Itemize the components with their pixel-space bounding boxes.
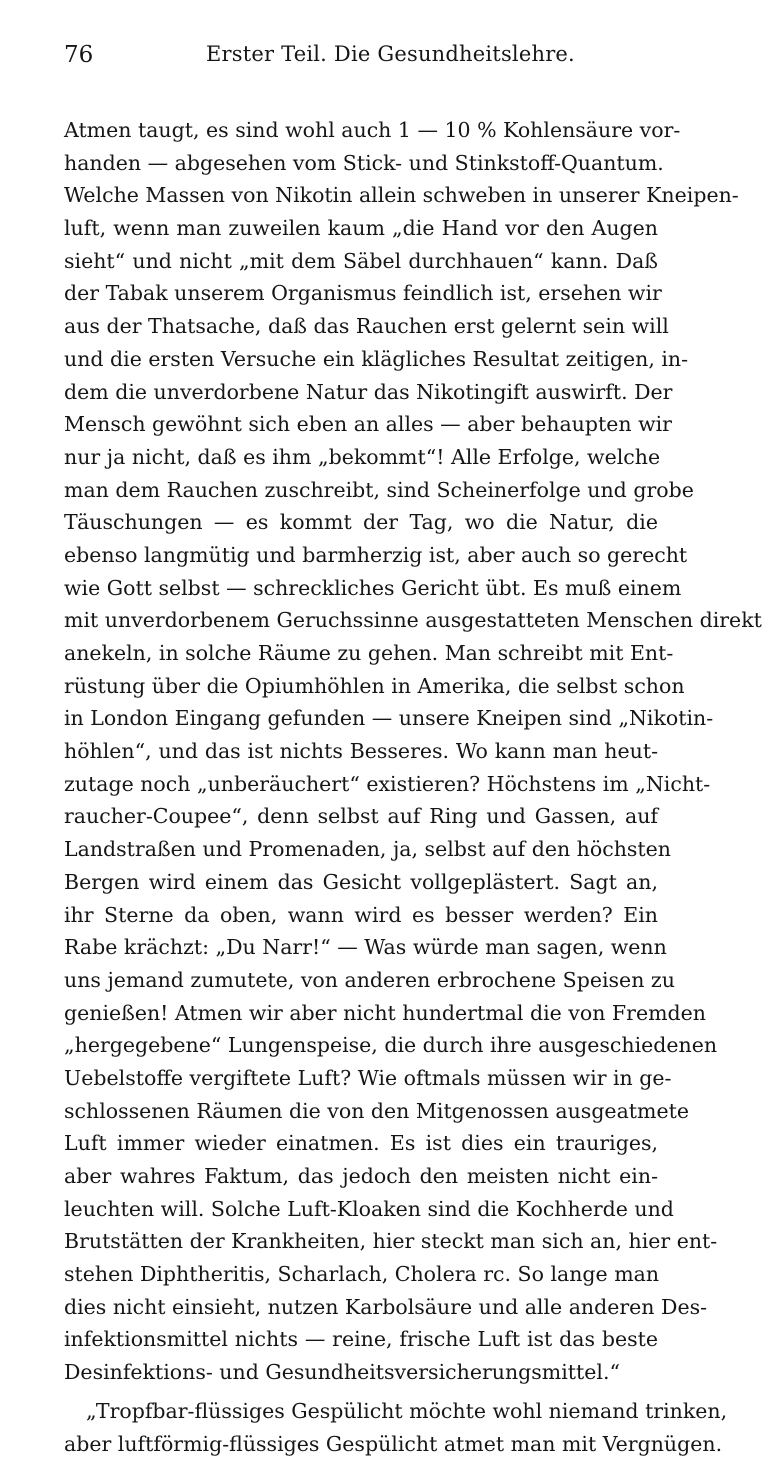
body-text	[64, 114, 658, 1460]
text-line: Landstraßen und Promenaden, ja, selbst auf den höchsten	[64, 833, 658, 866]
text-line: stehen Diphtheritis, Scharlach, Cholera rc. So lange man	[64, 1258, 658, 1291]
text-line: raucher-Coupee“, denn selbst auf Ring und Gassen, auf	[64, 800, 658, 833]
text-line: rüstung über die Opiumhöhlen in Amerika, die selbst schon	[64, 670, 658, 703]
running-title: Erster Teil. Die Gesundheitslehre.	[206, 42, 575, 66]
text-line: in London Eingang gefunden — unsere Kneipen sind „Nikotin-	[64, 702, 658, 735]
text-line: schlossenen Räumen die von den Mitgenossen ausgeatmete	[64, 1095, 658, 1128]
text-line: Rabe krächzt: „Du Narr!“ — Was würde man sagen, wenn	[64, 931, 658, 964]
text-line: man dem Rauchen zuschreibt, sind Scheinerfolge und grobe	[64, 474, 658, 507]
page-header	[64, 34, 658, 84]
page-number: 76	[64, 42, 93, 68]
text-line: ihr Sterne da oben, wann wird es besser werden? Ein	[64, 899, 658, 932]
text-line: genießen! Atmen wir aber nicht hundertmal die von Fremden	[64, 997, 658, 1030]
text-line: dies nicht einsieht, nutzen Karbolsäure und alle anderen Des-	[64, 1291, 658, 1324]
text-line: mit unverdorbenem Geruchssinne ausgestatteten Menschen direkt	[64, 604, 658, 637]
text-line: und die ersten Versuche ein klägliches Resultat zeitigen, in-	[64, 343, 658, 376]
text-line: Bergen wird einem das Gesicht vollgeplästert. Sagt an,	[64, 866, 658, 899]
text-line: infektionsmittel nichts — reine, frische Luft ist das beste	[64, 1323, 658, 1356]
text-line: wie Gott selbst — schreckliches Gericht übt. Es muß einem	[64, 572, 658, 605]
text-line: nur ja nicht, daß es ihm „bekommt“! Alle Erfolge, welche	[64, 441, 658, 474]
paragraph-2	[64, 1395, 658, 1460]
text-line: der Tabak unserem Organismus feindlich ist, ersehen wir	[64, 277, 658, 310]
text-line: dem die unverdorbene Natur das Nikotingift auswirft. Der	[64, 376, 658, 409]
text-line: aber wahres Faktum, das jedoch den meisten nicht ein-	[64, 1160, 658, 1193]
text-line: höhlen“, und das ist nichts Besseres. Wo kann man heut-	[64, 735, 658, 768]
text-line: Uebelstoffe vergiftete Luft? Wie oftmals müssen wir in ge-	[64, 1062, 658, 1095]
text-line: Brutstätten der Krankheiten, hier steckt man sich an, hier ent-	[64, 1225, 658, 1258]
text-line: handen — abgesehen vom Stick- und Stinkstoff-Quantum.	[64, 147, 658, 180]
text-line: „Tropfbar-flüssiges Gespülicht möchte wohl niemand trinken,	[64, 1395, 658, 1428]
text-line: aber luftförmig-flüssiges Gespülicht atmet man mit Vergnügen.	[64, 1428, 658, 1460]
text-line: anekeln, in solche Räume zu gehen. Man schreibt mit Ent-	[64, 637, 658, 670]
text-line: luft, wenn man zuweilen kaum „die Hand vor den Augen	[64, 212, 658, 245]
text-line: Atmen taugt, es sind wohl auch 1 — 10 % Kohlensäure vor-	[64, 114, 658, 147]
text-line: Luft immer wieder einatmen. Es ist dies ein trauriges,	[64, 1127, 658, 1160]
text-line: zutage noch „unberäuchert“ existieren? Höchstens im „Nicht-	[64, 768, 658, 801]
text-line: ebenso langmütig und barmherzig ist, aber auch so gerecht	[64, 539, 658, 572]
text-line: sieht“ und nicht „mit dem Säbel durchhauen“ kann. Daß	[64, 245, 658, 278]
text-line: Mensch gewöhnt sich eben an alles — aber behaupten wir	[64, 408, 658, 441]
text-line: leuchten will. Solche Luft-Kloaken sind die Kochherde und	[64, 1193, 658, 1226]
text-line: aus der Thatsache, daß das Rauchen erst gelernt sein will	[64, 310, 658, 343]
text-line: Welche Massen von Nikotin allein schweben in unserer Kneipen-	[64, 179, 658, 212]
text-line: Desinfektions- und Gesundheitsversicherungsmittel.“	[64, 1356, 658, 1389]
text-line: uns jemand zumutete, von anderen erbrochene Speisen zu	[64, 964, 658, 997]
text-line: Täuschungen — es kommt der Tag, wo die Natur, die	[64, 506, 658, 539]
paragraph-1	[64, 114, 658, 1389]
text-line: „hergegebene“ Lungenspeise, die durch ihre ausgeschiedenen	[64, 1029, 658, 1062]
